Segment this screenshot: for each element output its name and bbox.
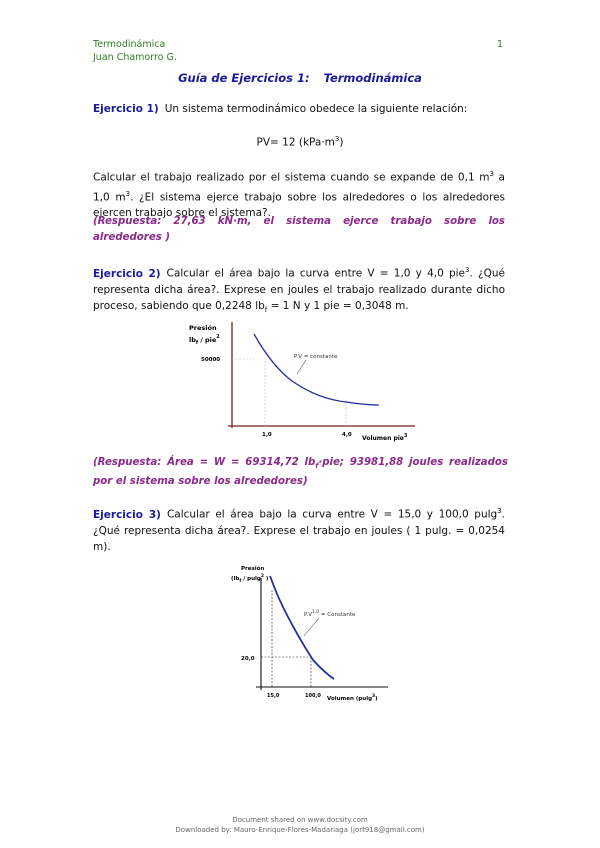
- formula-close: ): [339, 136, 344, 149]
- sup-3: 3: [489, 170, 494, 178]
- question-part-a: Calcular el trabajo realizado por el sistema cuando se expande de 0,1 m: [93, 171, 490, 184]
- sup-3: 3: [497, 507, 502, 515]
- formula-sup: 3: [334, 135, 340, 143]
- graph1-x-tick-2: 4,0: [342, 432, 352, 438]
- text-part-a: Calcular el área bajo la curva entre V = 1,0 y 4,0 pie: [166, 267, 466, 280]
- sup-3: 3: [125, 189, 131, 198]
- text-part-a: Calcular el área bajo la curva entre V = 15,0 y 100,0 pulg: [166, 508, 498, 521]
- title-part-2: Termodinámica: [323, 71, 422, 85]
- pressure-volume-graph-1: [180, 318, 420, 450]
- exercise-2-text: [93, 262, 505, 318]
- header-subject: Termodinámica: [93, 39, 166, 50]
- exercise-2-label: Ejercicio 2): [93, 267, 161, 280]
- text-part-b: . ¿Qué representa dicha área?. Exprese en joules el trabajo realizado durante dicho proceso, sabiendo que 0,2248 lb: [93, 267, 505, 312]
- page-number: 1: [497, 39, 504, 50]
- page-title: [0, 71, 600, 85]
- footer-shared-notice: Document shared on www.docsity.com: [232, 816, 368, 824]
- answer-part-b: ·pie; 93981,88 joules realizados por el sistema sobre los alrededores): [93, 457, 508, 488]
- exercise-1-text: Un sistema termodinámico obedece la siguiente relación:: [164, 103, 468, 115]
- text-part-b: . ¿Qué representa dicha área?. Exprese el trabajo en joules ( 1 pulg. = 0,0254 m).: [93, 508, 505, 553]
- graph2-x-tick-1: 15,0: [267, 693, 280, 699]
- graph1-x-tick-1: 1,0: [262, 432, 272, 438]
- exercise-3-label: Ejercicio 3): [93, 508, 161, 521]
- graph2-y-label-2: ($lb_f / pulg^2$ ): [231, 574, 269, 584]
- graph2-curve-label: $P.V^{1,0}$ = Constante: [304, 610, 356, 618]
- text-part-c: = 1 N y 1 pie = 0,3048 m.: [267, 299, 409, 312]
- exercise-1-question: [93, 166, 505, 221]
- graph1-curve: [254, 334, 379, 405]
- graph1-y-label-1: Presión: [189, 324, 217, 332]
- answer-part-a: (Respuesta: Área = W = 69314,72 lb: [93, 457, 316, 468]
- graph1-y-tick: 50000: [201, 357, 221, 363]
- graph1-label-pointer: [297, 360, 306, 374]
- formula-text: PV= 12 (kPa·m: [256, 136, 335, 149]
- exercise-1-label: Ejercicio 1): [93, 103, 159, 115]
- graph1-y-label-2: $lb_f / pie^2$: [189, 334, 220, 346]
- graph2-y-label-1: Presión: [241, 566, 265, 572]
- header-author: Juan Chamorro G.: [93, 52, 177, 63]
- pressure-volume-graph-2: [228, 560, 400, 706]
- exercise-3-text: [93, 503, 505, 555]
- graph1-x-label: Volumen pie$^3$: [362, 433, 408, 442]
- footer-download-notice: Downloaded by: Mauro-Enrique-Flores-Madariaga (jort918@gmail.com): [175, 826, 425, 834]
- question-part-b: a 1,0 m: [93, 171, 505, 203]
- sub-f: f: [264, 305, 268, 314]
- graph1-curve-label: P.V = constante: [294, 354, 338, 360]
- graph2-curve: [270, 576, 334, 679]
- exercise-2-answer: [93, 455, 508, 490]
- title-part-1: Guía de Ejercicios 1:: [178, 71, 310, 85]
- answer-sub-f: f: [315, 462, 319, 471]
- exercise-1-intro: [93, 101, 505, 117]
- sup-3: 3: [465, 266, 470, 274]
- graph2-label-pointer: [304, 618, 319, 636]
- graph2-y-tick: 20,0: [241, 656, 255, 662]
- exercise-1-formula: [0, 135, 600, 149]
- graph2-x-label: Volumen (pulg$^3$): [327, 694, 378, 702]
- graph2-x-tick-2: 100,0: [305, 693, 321, 699]
- question-part-c: . ¿El sistema ejerce trabajo sobre los alrededores o los alrededores ejercen trabajo sobre el sistema?.: [93, 191, 506, 219]
- exercise-1-answer: (Respuesta: 27,63 kN·m, el sistema ejerce trabajo sobre los alrededores ): [93, 216, 505, 243]
